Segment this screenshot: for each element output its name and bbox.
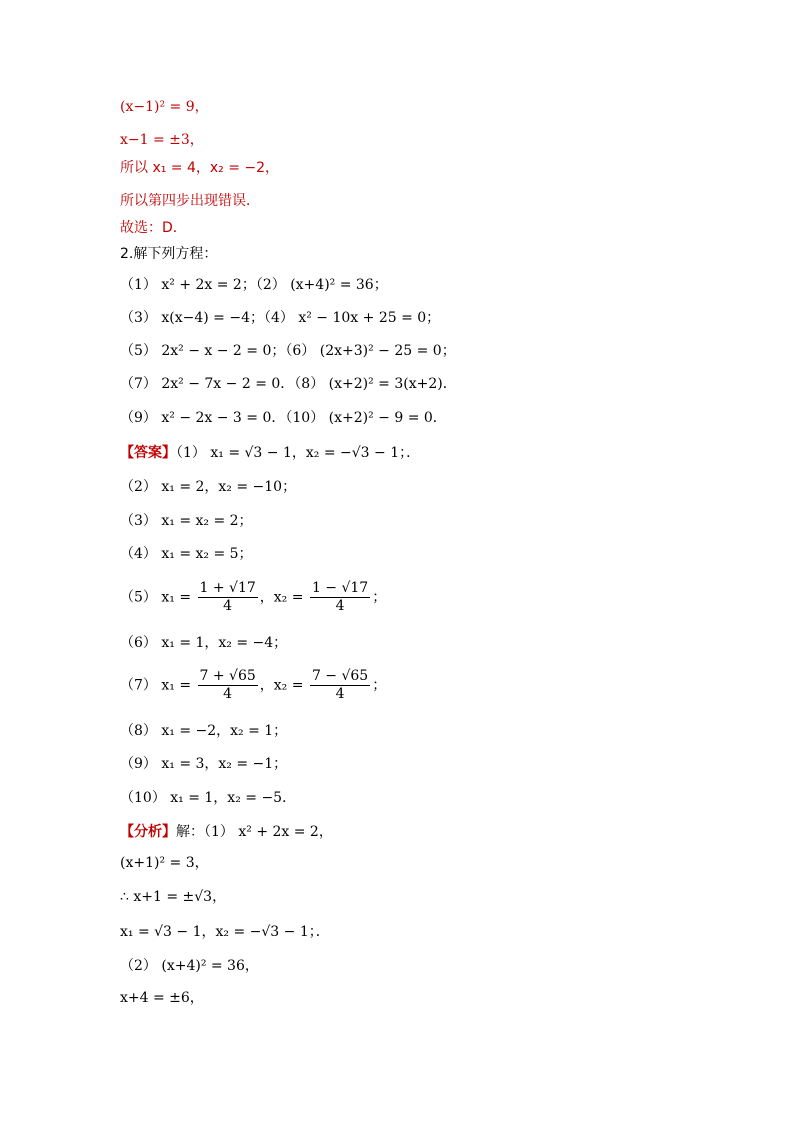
answer-5-fraction-2 [310, 580, 370, 615]
question-line: （5） 2x² − x − 2 = 0；（6） (2x+3)² − 25 = 0； [120, 343, 456, 359]
choice-line: 故选：D． [120, 220, 187, 236]
answer-tag: 【答案】 [120, 445, 176, 461]
answer-line-1 [120, 443, 420, 463]
question-title: 2.解下列方程： [120, 246, 218, 262]
answer-4: （4） x₁ = x₂ = 5； [120, 546, 253, 562]
answer-5-mid: ，x₂ = [259, 589, 304, 606]
answer-7-fraction-1 [198, 668, 258, 703]
answer-2: （2） x₁ = 2，x₂ = −10； [120, 479, 297, 495]
numerator: 7 + √65 [199, 668, 256, 684]
analysis-line: ∴ x+1 = ±√3， [120, 889, 227, 905]
analysis-line: （2） (x+4)² = 36， [120, 958, 259, 974]
answer-3: （3） x₁ = x₂ = 2； [120, 513, 253, 529]
step-line-2: x−1 = ±3， [120, 132, 204, 148]
answer-5-suffix: ； [372, 589, 387, 606]
analysis-tag: 【分析】 [120, 824, 176, 840]
answer-1: （1） x₁ = √3 − 1，x₂ = −√3 − 1；． [176, 445, 421, 461]
analysis-line: x+4 = ±6， [120, 990, 204, 1006]
error-line: 所以第四步出现错误． [120, 193, 260, 209]
numerator: 7 − √65 [311, 668, 369, 684]
answer-7-prefix: （7） x₁ = [120, 677, 192, 694]
question-line: （1） x² + 2x = 2；（2） (x+4)² = 36； [120, 277, 388, 293]
answer-5 [120, 580, 386, 615]
step-line-1: (x−1)² = 9， [120, 99, 209, 115]
answer-5-prefix: （5） x₁ = [120, 589, 192, 606]
numerator: 1 − √17 [311, 580, 369, 596]
answer-9: （9） x₁ = 3，x₂ = −1； [120, 756, 288, 772]
denominator: 4 [223, 686, 233, 702]
analysis-line: (x+1)² = 3， [120, 855, 209, 871]
answer-10: （10） x₁ = 1，x₂ = −5． [120, 790, 297, 806]
denominator: 4 [335, 686, 345, 702]
answer-7-suffix: ； [372, 677, 387, 694]
analysis-head: 解：（1） x² + 2x = 2， [176, 824, 333, 840]
answer-7-mid: ，x₂ = [259, 677, 304, 694]
question-line: （7） 2x² − 7x − 2 = 0．（8） (x+2)² = 3(x+2)． [120, 376, 457, 392]
question-line: （3） x(x−4) = −4；（4） x² − 10x + 25 = 0； [120, 310, 441, 326]
analysis-line: x₁ = √3 − 1，x₂ = −√3 − 1；． [120, 924, 330, 940]
numerator: 1 + √17 [199, 580, 256, 596]
conclusion-line: 所以 x₁ = 4，x₂ = −2， [120, 160, 280, 176]
answer-7 [120, 668, 386, 703]
answer-5-fraction-1 [198, 580, 258, 615]
denominator: 4 [223, 598, 233, 614]
denominator: 4 [335, 598, 345, 614]
answer-8: （8） x₁ = −2，x₂ = 1； [120, 723, 288, 739]
question-line: （9） x² − 2x − 3 = 0．（10） (x+2)² − 9 = 0． [120, 410, 447, 426]
answer-7-fraction-2 [310, 668, 370, 703]
answer-6: （6） x₁ = 1，x₂ = −4； [120, 635, 288, 651]
analysis-head-line [120, 822, 333, 842]
